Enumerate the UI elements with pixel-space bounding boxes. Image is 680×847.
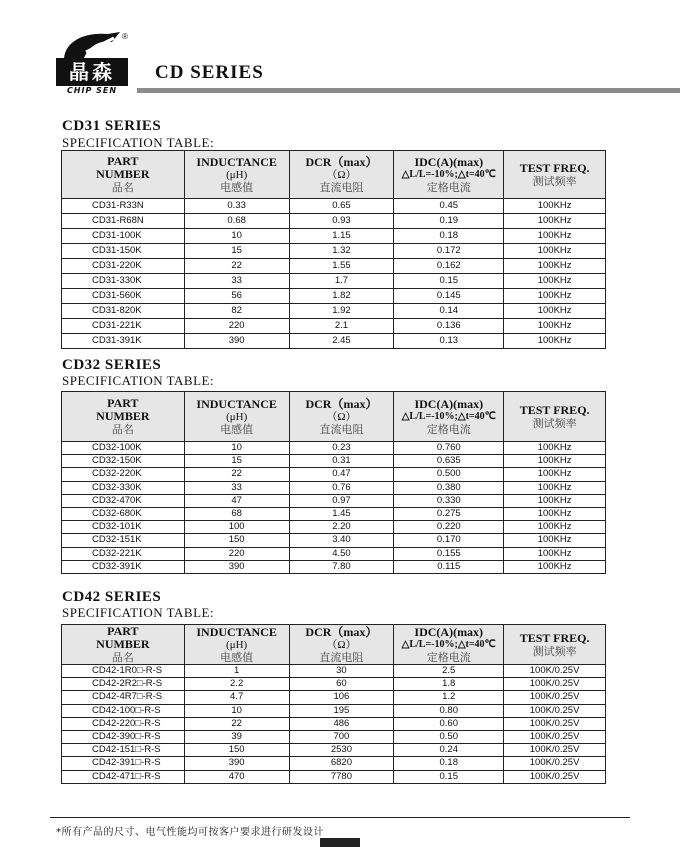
inductance-cell: 22 [184, 468, 289, 481]
table-row [62, 494, 606, 507]
series-subtitle: SPECIFICATION TABLE: [62, 605, 215, 620]
col-dcr-label: 直流电阻 [319, 422, 364, 436]
part-number-cell: CD32-100K [62, 442, 185, 455]
dcr-cell: 106 [289, 691, 394, 704]
test-freq-cell: 100K/0.25V [504, 757, 606, 770]
col-test-freq [504, 625, 606, 665]
table-row [62, 730, 606, 743]
table-row [62, 274, 606, 289]
idc-cell: 0.15 [394, 770, 504, 783]
test-freq-cell: 100K/0.25V [504, 717, 606, 730]
test-freq-cell: 100KHz [504, 259, 606, 274]
table-row [62, 770, 606, 783]
idc-cell: 1.8 [394, 678, 504, 691]
spec-table [61, 391, 606, 574]
col-part-number-label: NUMBER [96, 167, 150, 181]
inductance-cell: 33 [184, 274, 289, 289]
part-number-cell: CD31-220K [62, 259, 185, 274]
spec-table [61, 624, 606, 784]
inductance-cell: 100 [184, 521, 289, 534]
inductance-cell: 150 [184, 534, 289, 547]
col-dcr-label: （Ω） [326, 410, 357, 423]
series-title: CD32 SERIES [62, 357, 162, 373]
test-freq-cell: 100K/0.25V [504, 704, 606, 717]
table-row [62, 534, 606, 547]
dcr-cell: 30 [289, 665, 394, 678]
dcr-cell: 1.82 [289, 289, 394, 304]
test-freq-cell: 100K/0.25V [504, 665, 606, 678]
idc-cell: 0.220 [394, 521, 504, 534]
part-number-cell: CD32-220K [62, 468, 185, 481]
test-freq-cell: 100KHz [504, 289, 606, 304]
test-freq-cell: 100KHz [504, 455, 606, 468]
part-number-cell: CD31-100K [62, 229, 185, 244]
dcr-cell: 4.50 [289, 547, 394, 560]
dcr-cell: 2.45 [289, 334, 394, 349]
col-inductance-label: INDUCTANCE [196, 154, 277, 169]
idc-cell: 0.145 [394, 289, 504, 304]
col-part-number [62, 392, 185, 442]
col-dcr-label: （Ω） [326, 168, 357, 181]
col-test-freq-label: TEST FREQ. [519, 160, 590, 175]
col-test-freq [504, 392, 606, 442]
dcr-cell: 0.23 [289, 442, 394, 455]
test-freq-cell: 100KHz [504, 521, 606, 534]
col-part-number-label: NUMBER [96, 409, 150, 423]
idc-cell: 0.115 [394, 560, 504, 573]
test-freq-cell: 100KHz [504, 468, 606, 481]
test-freq-cell: 100KHz [504, 229, 606, 244]
inductance-cell: 0.33 [184, 199, 289, 214]
table-row [62, 704, 606, 717]
idc-cell: 0.18 [394, 229, 504, 244]
table-row [62, 304, 606, 319]
table-row [62, 481, 606, 494]
page-title: CD SERIES [155, 62, 264, 83]
inductance-cell: 22 [184, 717, 289, 730]
dcr-cell: 60 [289, 678, 394, 691]
col-inductance-label: INDUCTANCE [196, 396, 277, 411]
inductance-cell: 56 [184, 289, 289, 304]
dcr-cell: 1.55 [289, 259, 394, 274]
test-freq-cell: 100KHz [504, 494, 606, 507]
idc-cell: 0.18 [394, 757, 504, 770]
idc-cell: 0.45 [394, 199, 504, 214]
col-idc-label: △L/L=-10%;△t=40℃ [401, 168, 496, 180]
table-row [62, 319, 606, 334]
test-freq-cell: 100KHz [504, 319, 606, 334]
idc-cell: 0.80 [394, 704, 504, 717]
table-row [62, 757, 606, 770]
col-idc-label: 定格电流 [426, 650, 471, 664]
col-idc [394, 151, 504, 199]
dcr-cell: 7.80 [289, 560, 394, 573]
col-inductance [184, 392, 289, 442]
idc-cell: 0.635 [394, 455, 504, 468]
col-inductance-label: 电感值 [220, 422, 254, 436]
inductance-cell: 15 [184, 244, 289, 259]
test-freq-cell: 100KHz [504, 199, 606, 214]
idc-cell: 0.13 [394, 334, 504, 349]
part-number-cell: CD42-1R0□-R-S [62, 665, 185, 678]
col-part-number [62, 151, 185, 199]
inductance-cell: 1 [184, 665, 289, 678]
col-inductance-label: (μH) [226, 168, 248, 181]
col-inductance-label: 电感值 [220, 650, 254, 664]
idc-cell: 0.155 [394, 547, 504, 560]
test-freq-cell: 100KHz [504, 547, 606, 560]
col-idc-label: △L/L=-10%;△t=40℃ [401, 410, 496, 422]
col-idc [394, 392, 504, 442]
inductance-cell: 2.2 [184, 678, 289, 691]
dcr-cell: 2.20 [289, 521, 394, 534]
part-number-cell: CD42-471□-R-S [62, 770, 185, 783]
header-divider [137, 88, 680, 93]
part-number-cell: CD31-150K [62, 244, 185, 259]
table-row [62, 691, 606, 704]
series-subtitle: SPECIFICATION TABLE: [62, 135, 215, 150]
series-title: CD42 SERIES [62, 589, 162, 605]
table-row [62, 259, 606, 274]
inductance-cell: 39 [184, 730, 289, 743]
dcr-cell: 0.93 [289, 214, 394, 229]
idc-cell: 0.500 [394, 468, 504, 481]
col-test-freq-label: 测试频率 [532, 644, 577, 658]
inductance-cell: 4.7 [184, 691, 289, 704]
inductance-cell: 220 [184, 547, 289, 560]
col-idc [394, 625, 504, 665]
idc-cell: 0.380 [394, 481, 504, 494]
col-inductance-label: INDUCTANCE [196, 624, 277, 639]
inductance-cell: 10 [184, 442, 289, 455]
col-idc-label: 定格电流 [426, 422, 471, 436]
series-subtitle: SPECIFICATION TABLE: [62, 373, 215, 388]
dcr-cell: 6820 [289, 757, 394, 770]
test-freq-cell: 100KHz [504, 274, 606, 289]
part-number-cell: CD31-560K [62, 289, 185, 304]
part-number-cell: CD42-100□-R-S [62, 704, 185, 717]
col-part-number-label: PART [107, 624, 139, 638]
dcr-cell: 700 [289, 730, 394, 743]
col-inductance-label: (μH) [226, 638, 248, 651]
table-row [62, 229, 606, 244]
part-number-cell: CD31-330K [62, 274, 185, 289]
col-test-freq-label: 测试频率 [532, 416, 577, 430]
col-test-freq-label: TEST FREQ. [519, 402, 590, 417]
table-row [62, 214, 606, 229]
col-part-number-label: PART [107, 154, 139, 168]
part-number-cell: CD31-R68N [62, 214, 185, 229]
brand-name-en: CHIP SEN [66, 86, 118, 95]
test-freq-cell: 100KHz [504, 560, 606, 573]
table-row [62, 717, 606, 730]
col-part-number-label: 品名 [111, 181, 134, 194]
inductance-cell: 82 [184, 304, 289, 319]
footer-mark [320, 838, 360, 847]
dcr-cell: 486 [289, 717, 394, 730]
idc-cell: 0.330 [394, 494, 504, 507]
col-test-freq [504, 151, 606, 199]
table-header-row [62, 625, 606, 665]
part-number-cell: CD31-R33N [62, 199, 185, 214]
part-number-cell: CD31-820K [62, 304, 185, 319]
dcr-cell: 0.31 [289, 455, 394, 468]
dcr-cell: 0.47 [289, 468, 394, 481]
table-header-row [62, 392, 606, 442]
inductance-cell: 47 [184, 494, 289, 507]
dcr-cell: 0.97 [289, 494, 394, 507]
dcr-cell: 1.15 [289, 229, 394, 244]
test-freq-cell: 100K/0.25V [504, 678, 606, 691]
spec-table [61, 150, 606, 349]
col-dcr [289, 392, 394, 442]
inductance-cell: 10 [184, 229, 289, 244]
table-row [62, 199, 606, 214]
table-row [62, 560, 606, 573]
idc-cell: 0.136 [394, 319, 504, 334]
idc-cell: 0.15 [394, 274, 504, 289]
col-idc-label: IDC(A)(max) [414, 154, 484, 169]
col-part-number-label: 品名 [111, 651, 134, 664]
col-test-freq-label: 测试频率 [532, 174, 577, 188]
col-dcr-label: DCR（max） [305, 396, 378, 411]
col-part-number-label: PART [107, 396, 139, 410]
col-idc-label: IDC(A)(max) [414, 396, 484, 411]
col-test-freq-label: TEST FREQ. [519, 630, 590, 645]
test-freq-cell: 100KHz [504, 442, 606, 455]
idc-cell: 1.2 [394, 691, 504, 704]
inductance-cell: 390 [184, 334, 289, 349]
part-number-cell: CD31-221K [62, 319, 185, 334]
table-row [62, 547, 606, 560]
idc-cell: 0.170 [394, 534, 504, 547]
part-number-cell: CD42-4R7□-R-S [62, 691, 185, 704]
inductance-cell: 470 [184, 770, 289, 783]
col-idc-label: 定格电流 [426, 180, 471, 194]
part-number-cell: CD31-391K [62, 334, 185, 349]
col-inductance [184, 625, 289, 665]
part-number-cell: CD32-330K [62, 481, 185, 494]
part-number-cell: CD42-391□-R-S [62, 757, 185, 770]
inductance-cell: 22 [184, 259, 289, 274]
col-part-number [62, 625, 185, 665]
col-inductance [184, 151, 289, 199]
dcr-cell: 1.92 [289, 304, 394, 319]
table-row [62, 678, 606, 691]
dcr-cell: 1.45 [289, 507, 394, 520]
test-freq-cell: 100KHz [504, 214, 606, 229]
footer-divider [50, 817, 630, 818]
idc-cell: 0.760 [394, 442, 504, 455]
table-row [62, 442, 606, 455]
footer-note: *所有产品的尺寸、电气性能均可按客户要求进行研发设计 [56, 827, 324, 838]
series-title: CD31 SERIES [62, 118, 162, 134]
part-number-cell: CD32-391K [62, 560, 185, 573]
part-number-cell: CD42-390□-R-S [62, 730, 185, 743]
test-freq-cell: 100K/0.25V [504, 730, 606, 743]
table-row [62, 744, 606, 757]
col-dcr-label: （Ω） [326, 638, 357, 651]
test-freq-cell: 100KHz [504, 304, 606, 319]
col-dcr-label: DCR（max） [305, 154, 378, 169]
part-number-cell: CD32-221K [62, 547, 185, 560]
inductance-cell: 68 [184, 507, 289, 520]
inductance-cell: 220 [184, 319, 289, 334]
part-number-cell: CD32-151K [62, 534, 185, 547]
idc-cell: 0.24 [394, 744, 504, 757]
idc-cell: 0.162 [394, 259, 504, 274]
inductance-cell: 0.68 [184, 214, 289, 229]
idc-cell: 0.19 [394, 214, 504, 229]
col-inductance-label: 电感值 [220, 180, 254, 194]
idc-cell: 0.14 [394, 304, 504, 319]
table-row [62, 455, 606, 468]
table-row [62, 244, 606, 259]
inductance-cell: 390 [184, 560, 289, 573]
col-part-number-label: 品名 [111, 423, 134, 436]
inductance-cell: 10 [184, 704, 289, 717]
idc-cell: 0.50 [394, 730, 504, 743]
col-idc-label: △L/L=-10%;△t=40℃ [401, 638, 496, 650]
idc-cell: 0.275 [394, 507, 504, 520]
idc-cell: 0.60 [394, 717, 504, 730]
table-row [62, 507, 606, 520]
part-number-cell: CD42-220□-R-S [62, 717, 185, 730]
col-dcr-label: DCR（max） [305, 624, 378, 639]
idc-cell: 0.172 [394, 244, 504, 259]
test-freq-cell: 100KHz [504, 244, 606, 259]
part-number-cell: CD32-680K [62, 507, 185, 520]
table-row [62, 468, 606, 481]
dcr-cell: 0.76 [289, 481, 394, 494]
col-part-number-label: NUMBER [96, 637, 150, 651]
test-freq-cell: 100K/0.25V [504, 770, 606, 783]
registered-mark: ® [122, 32, 128, 41]
part-number-cell: CD32-470K [62, 494, 185, 507]
table-header-row [62, 151, 606, 199]
table-row [62, 289, 606, 304]
col-idc-label: IDC(A)(max) [414, 624, 484, 639]
test-freq-cell: 100KHz [504, 507, 606, 520]
inductance-cell: 150 [184, 744, 289, 757]
dcr-cell: 0.65 [289, 199, 394, 214]
part-number-cell: CD32-101K [62, 521, 185, 534]
part-number-cell: CD42-151□-R-S [62, 744, 185, 757]
dcr-cell: 2.1 [289, 319, 394, 334]
table-row [62, 665, 606, 678]
dcr-cell: 1.7 [289, 274, 394, 289]
test-freq-cell: 100KHz [504, 334, 606, 349]
inductance-cell: 390 [184, 757, 289, 770]
col-dcr-label: 直流电阻 [319, 650, 364, 664]
inductance-cell: 33 [184, 481, 289, 494]
dcr-cell: 7780 [289, 770, 394, 783]
table-row [62, 521, 606, 534]
inductance-cell: 15 [184, 455, 289, 468]
brand-logo [56, 28, 128, 98]
dcr-cell: 195 [289, 704, 394, 717]
part-number-cell: CD32-150K [62, 455, 185, 468]
col-inductance-label: (μH) [226, 410, 248, 423]
test-freq-cell: 100KHz [504, 534, 606, 547]
col-dcr [289, 151, 394, 199]
test-freq-cell: 100K/0.25V [504, 744, 606, 757]
idc-cell: 2.5 [394, 665, 504, 678]
col-dcr [289, 625, 394, 665]
test-freq-cell: 100KHz [504, 481, 606, 494]
part-number-cell: CD42-2R2□-R-S [62, 678, 185, 691]
dcr-cell: 3.40 [289, 534, 394, 547]
brand-name-cn: 晶森 [56, 58, 128, 86]
test-freq-cell: 100K/0.25V [504, 691, 606, 704]
col-dcr-label: 直流电阻 [319, 180, 364, 194]
table-row [62, 334, 606, 349]
dcr-cell: 2530 [289, 744, 394, 757]
dcr-cell: 1.32 [289, 244, 394, 259]
